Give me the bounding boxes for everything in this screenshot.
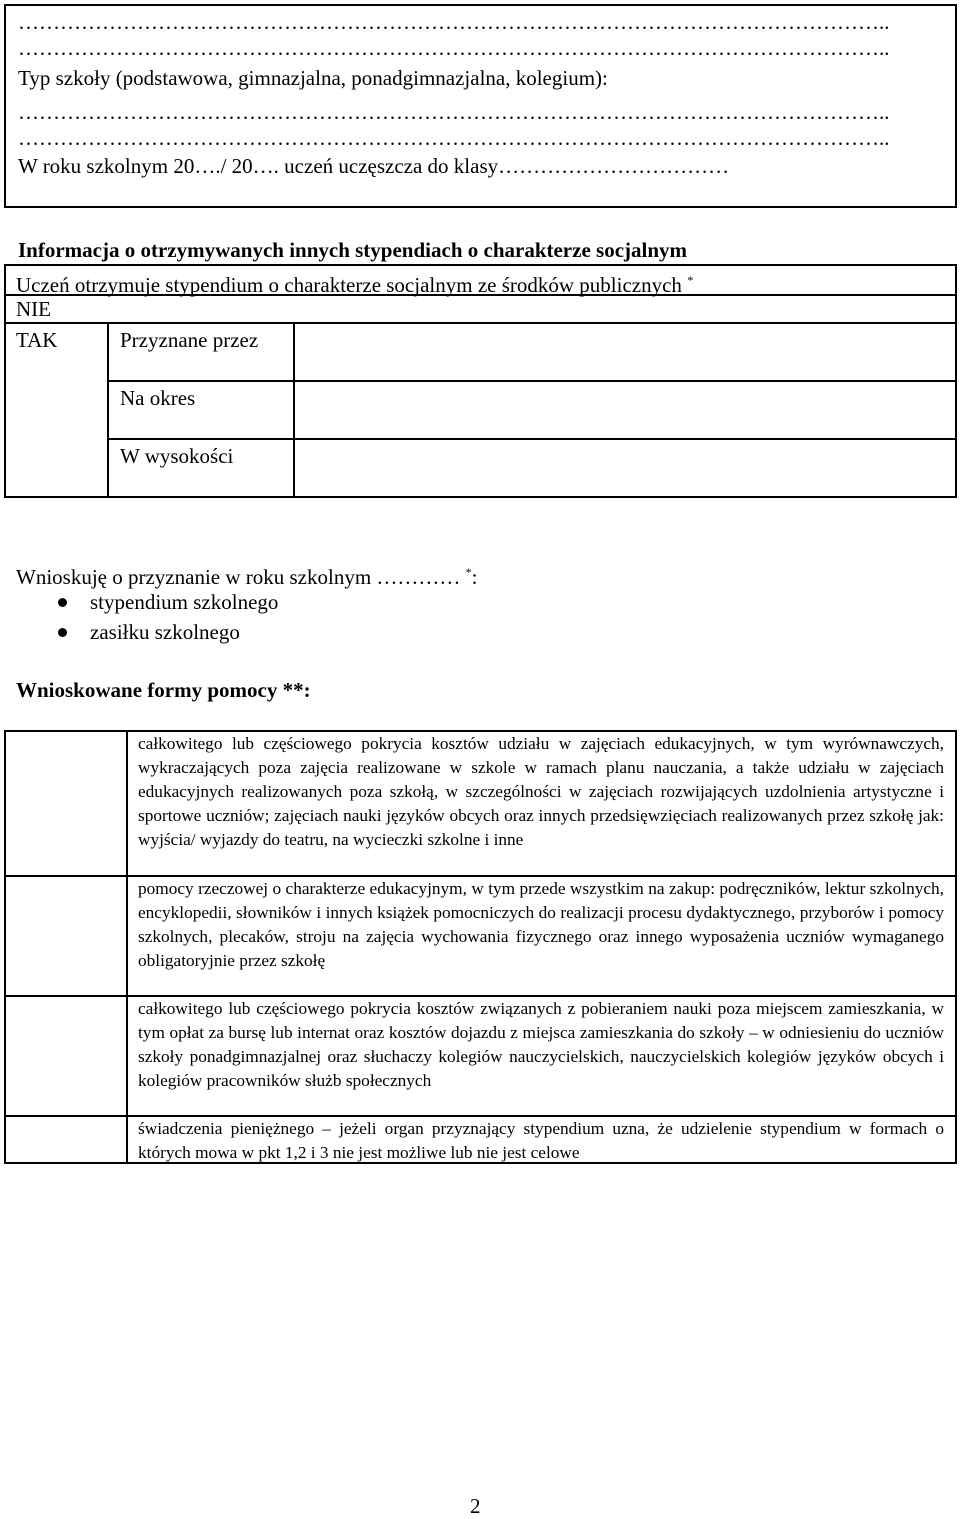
form-option-4[interactable]: świadczenia pieniężnego – jeżeli organ przyznający stypendium uzna, że udzielenie stypendium w formach o których mowa w pkt 1,2 i 3 nie jest możliwe lub nie jest celowe bbox=[138, 1119, 944, 1162]
form-option-2[interactable]: pomocy rzeczowej o charakterze edukacyjnym, w tym przede wszystkim na zakup: podręczników, lektur szkolnych, encyklopedii, słowników i innych książek pomocniczych do realizacji procesu dydaktycznego, przyborów i pomocy szkolnych, plecaków, stroju na zajęcia wychowania fizycznego oraz innego wyposażenia uczniów wymaganego obligatoryjnie przez szkołę bbox=[138, 879, 944, 970]
form-option-3[interactable]: całkowitego lub częściowego pokrycia kosztów związanych z pobieraniem nauki poza miejscem zamieszkania, w tym opłat za bursę lub internat oraz kosztów dojazdu z miejsca zamieszkania do szkoły – w odniesieniu do uczniów szkoły ponadgimnazjalnej oraz słuchaczy kolegiów nauczycielskich, nauczycielskich kolegiów języków obcych i kolegiów pracowników służb społecznych bbox=[138, 999, 944, 1090]
request-line bbox=[16, 560, 478, 589]
dots-line-1: …………………………………………………………………………………………………………….. bbox=[18, 10, 890, 34]
bullet-icon bbox=[58, 598, 67, 607]
option-no[interactable]: NIE bbox=[16, 297, 51, 321]
amount-label: W wysokości bbox=[120, 444, 234, 468]
stipend-question bbox=[16, 268, 693, 297]
table-divider bbox=[293, 322, 295, 498]
bullet-icon bbox=[58, 628, 67, 637]
request-suffix: : bbox=[471, 565, 478, 589]
page-number: 2 bbox=[470, 1494, 481, 1518]
dots-line-3[interactable]: …………………………………………………………………………………………………………….. bbox=[18, 100, 890, 124]
footnote-mark: * bbox=[687, 273, 694, 287]
school-year-line[interactable]: W roku szkolnym 20…./ 20…. uczeń uczęszcza do klasy…………………………… bbox=[18, 154, 730, 178]
request-option-allowance[interactable]: zasiłku szkolnego bbox=[90, 620, 240, 644]
forms-heading: Wnioskowane formy pomocy **: bbox=[16, 678, 311, 702]
footnote-mark: * bbox=[465, 565, 472, 579]
school-type-label: Typ szkoły (podstawowa, gimnazjalna, ponadgimnazjalna, kolegium): bbox=[18, 66, 608, 90]
stipend-info-heading: Informacja o otrzymywanych innych stypendiach o charakterze socjalnym bbox=[18, 238, 688, 262]
stipend-question-text: Uczeń otrzymuje stypendium o charakterze socjalnym ze środków publicznych bbox=[16, 273, 682, 297]
granted-by-label: Przyznane przez bbox=[120, 328, 259, 352]
table-divider bbox=[4, 322, 957, 324]
dots-line-2: …………………………………………………………………………………………………………….. bbox=[18, 36, 890, 60]
table-divider bbox=[107, 438, 957, 440]
dots-line-4[interactable]: …………………………………………………………………………………………………………….. bbox=[18, 126, 890, 150]
table-divider bbox=[107, 322, 109, 498]
request-option-scholarship[interactable]: stypendium szkolnego bbox=[90, 590, 279, 614]
table-divider bbox=[126, 730, 128, 1164]
table-divider bbox=[107, 380, 957, 382]
period-label: Na okres bbox=[120, 386, 196, 410]
request-text: Wnioskuję o przyznanie w roku szkolnym ………… bbox=[16, 565, 466, 589]
option-yes[interactable]: TAK bbox=[16, 328, 58, 352]
form-option-1[interactable]: całkowitego lub częściowego pokrycia kosztów udziału w zajęciach edukacyjnych, w tym wyrównawczych, wykraczających poza zajęcia realizowane w szkole w ramach planu nauczania, a także udziału w zajęciach edukacyjnych realizowanych poza szkołą, w szczególności w zajęciach rozwijających uzdolnienia artystyczne i sportowe uczniów; zajęciach nauki języków obcych oraz innych przedsięwzięciach realizowanych przez szkołę jak: wyjścia/ wyjazdy do teatru, na wycieczki szkolne i inne bbox=[138, 734, 944, 849]
